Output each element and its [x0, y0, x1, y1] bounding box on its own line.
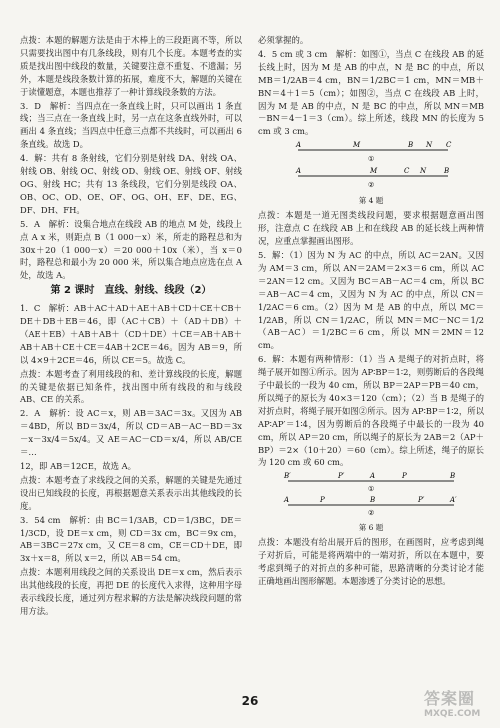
note-paragraph: 点拨：本题利用线段之间的关系设出 DE＝x cm，然后表示出其他线段的长度，再把 DE 的长度代入求得，这种用字母表示线段长度，通过列方程求解的方法是解决线段问题的常用方法。: [20, 567, 242, 616]
point-label: C: [446, 141, 452, 150]
point-label: M: [370, 167, 378, 176]
answer-item-1: 1．C 解析：AB＋AC＋AD＋AE＋AB＋CD＋CE＋CB＋DE＋DB＋EB＝46，即（AC＋CB）＋（AD＋DB）＋（AE＋EB）＋AB＋AB＋（CD＋DE）＋CE＝AB＋AB＋AB＋AB＋CE＋CE＝4AB＋2CE＝46。因为 AB＝9，所以 4×9＋2CE＝46，所以 CE＝5。故选 C。: [20, 303, 242, 365]
answer-item-5: 5．A 解析：设集合地点在线段 AB 的地点 M 处，线段上点 A x 米，则距点 B（1 000－x）米，所走的路程总和为 30x＋20（1 000－x）＝20 000＋10x（米），当 x＝0 时，路程总和最小为 20 000 米，所以集合地点应选在点 A 处，故选 A。: [20, 218, 242, 281]
answer-item-6: 6．解：本题有两种情形：（1）当 A 是绳子的对折点时，将绳子展开如图①所示。因为 AP∶BP＝1∶2，则剪断后的各段绳子中最长的一段为 40 cm，所以 BP＝2AP＝PB＝40 cm，所以绳子的原长为 40×3＝120（cm）；（2）当 B 是绳子的对折点时，将绳子展开如图②所示。因为 AP∶BP＝1∶2，所以 AP∶AP′＝1∶4，因为剪断后的各段绳子中最长的一段为 40 cm，所以 AP＝20 cm，所以绳子的原长为 2AB＝2（AP＋BP）＝2×（10＋20）＝60（cm）。综上所述，绳子的原长为 120 cm 或 60 cm。: [258, 354, 484, 468]
figure-index: ①: [368, 155, 375, 164]
point-label: P′: [338, 472, 345, 481]
point-label: B: [444, 167, 450, 176]
note-paragraph: 点拨：本题考查了求线段之间的关系，解题的关键是先通过设出已知线段的长度，再根据题意关系表示出其他线段的长度。: [20, 474, 242, 511]
note-paragraph: 点拨：本题的解题方法是由于木棒上的三段距离不等，所以只需要找出图中有几条线段，则有几个长度。本题考查的实质是找出图中线段的数量，关键要注意不重复、不遗漏；另外，本题是线段条数计算的拓展，难度不大，解题的关键在于读懂题意，本题也推荐了一种计算线段条数的方法。: [20, 35, 242, 97]
point-label: A: [284, 496, 290, 505]
point-label: M: [353, 141, 361, 150]
point-label: A′: [450, 496, 457, 505]
point-label: A: [296, 167, 302, 176]
figure-caption: 第 4 题: [358, 196, 384, 206]
figure-6: [258, 471, 484, 532]
point-label: B: [370, 496, 376, 505]
watermark-text: 答案圈: [424, 689, 476, 708]
figure-index: ②: [368, 509, 375, 518]
point-label: P′: [418, 496, 425, 505]
point-label: P: [402, 472, 407, 481]
answer-item-2-result: 12，即 AB＝12CE，故选 A。: [20, 461, 137, 471]
point-label: B: [408, 141, 414, 150]
answer-item-4: 4．5 cm 或 3 cm 解析：如图①，当点 C 在线段 AB 的延长线上时，因为 M 是 AB 的中点，N 是 BC 的中点，所以 MB＝1/2AB＝4 cm，BN＝1/2BC＝1 cm，MN＝MB＋BN＝4＋1＝5（cm）；如图②，当点 C 在线段 AB 上时，因为 M 是 AB 的中点，N 是 BC 的中点，所以 MN＝MB－BN＝4－1＝3（cm）。综上所述，线段 MN 的长度为 5 cm 或 3 cm。: [258, 48, 484, 137]
point-label: B: [450, 472, 456, 481]
point-label: A: [296, 141, 302, 150]
right-column: [258, 34, 484, 589]
point-label: N: [426, 141, 433, 150]
note-paragraph: 点拨：本题是一道无图类线段问题，要求根据题意画出图形，注意点 C 在线段 AB 上和在线段 AB 的延长线上两种情况，应重点掌握画出图形。: [258, 210, 484, 247]
continued-text: 必须掌握的。: [258, 35, 309, 45]
page-number: 26: [241, 694, 259, 708]
figure-index: ②: [368, 181, 375, 190]
watermark-url: MXQE.COM: [424, 709, 481, 719]
point-label: C: [404, 167, 410, 176]
answer-item-2: 2．A 解析：设 AC＝x，则 AB＝3AC＝3x。又因为 AB＝4BD，所以 BD＝3x/4，所以 CD＝AB－AC－BD＝3x－x－3x/4＝5x/4。又 AE＝AC－CD＝x/4，所以 AB/CE＝…: [20, 408, 242, 458]
watermark-logo: [424, 686, 494, 722]
point-label: B′: [284, 472, 291, 481]
point-label: P: [320, 496, 325, 505]
figure-4-diagram: [258, 140, 484, 196]
note-paragraph: 点拨：本题考查了利用线段的和、差计算线段的长度，解题的关键是依据已知条件，找出图中所有线段的和与线段 AB、CE 的关系。: [20, 368, 242, 405]
section-title: 第 2 课时 直线、射线、线段（2）: [50, 285, 212, 297]
left-column: [20, 34, 242, 619]
answer-item-3b: 3．54 cm 解析：由 BC＝1/3AB，CD＝1/3BC，DE＝1/3CD，设 DE＝x cm，则 CD＝3x cm，BC＝9x cm，AB＝3BC＝27x cm，又 CE＝8 cm，CE＝CD＋DE，即 3x＋x＝8，所以 x＝2，所以 AB＝54 cm。: [20, 514, 242, 564]
figure-4: [258, 140, 484, 205]
point-label: A: [370, 472, 376, 481]
answer-item-3: 3．D 解析：当四点在一条直线上时，只可以画出 1 条直线；当三点在一条直线上时，另一点在这条直线外时，可以画出 4 条直线；当四点中任意三点都不共线时，可以画出 6 条直线。故选 D。: [20, 100, 242, 150]
point-label: N: [420, 167, 427, 176]
figure-caption: 第 6 题: [358, 523, 384, 533]
figure-6-diagram: [258, 471, 484, 523]
note-paragraph: 点拨：本题没有给出展开后的图形，在画图时，应考虑到绳子对折后，可能是将两端中的一端对折，所以在本题中，要考虑到绳子的对折点的多种可能，思路清晰的分类讨论才能正确地画出图形解题。本题渗透了分类讨论的思想。: [258, 537, 484, 587]
answer-item-4: 4．解：共有 8 条射线，它们分别是射线 DA、射线 OA、射线 OB、射线 OC、射线 OD、射线 OE、射线 OF、射线 OG、射线 HC；共有 13 条线段，它们分别是线段 OA、OB、OC、OD、OE、OF、OG、OH、EF、DE、EG、DF、DH、FH。: [20, 153, 242, 215]
figure-index: ①: [368, 485, 375, 494]
answer-item-5: 5．解：（1）因为 N 为 AC 的中点，所以 AC＝2AN。又因为 AM＝3 cm，所以 AN＝2AM＝2×3＝6 cm，所以 AC＝2AN＝12 cm。又因为 BC＝AB－AC＝4 cm，所以 BC＝AB－AC＝4 cm，又因为 N 为 AC 的中点，所以 CN＝1/2AC＝6 cm。（2）因为 M 是 AB 的中点，所以 MC＝1/2AB，所以 CN＝1/2AC，所以 MN＝MC－NC＝1/2（AB－AC）＝1/2BC＝6 cm，所以 MN＝2MN＝12 cm。: [258, 249, 484, 351]
